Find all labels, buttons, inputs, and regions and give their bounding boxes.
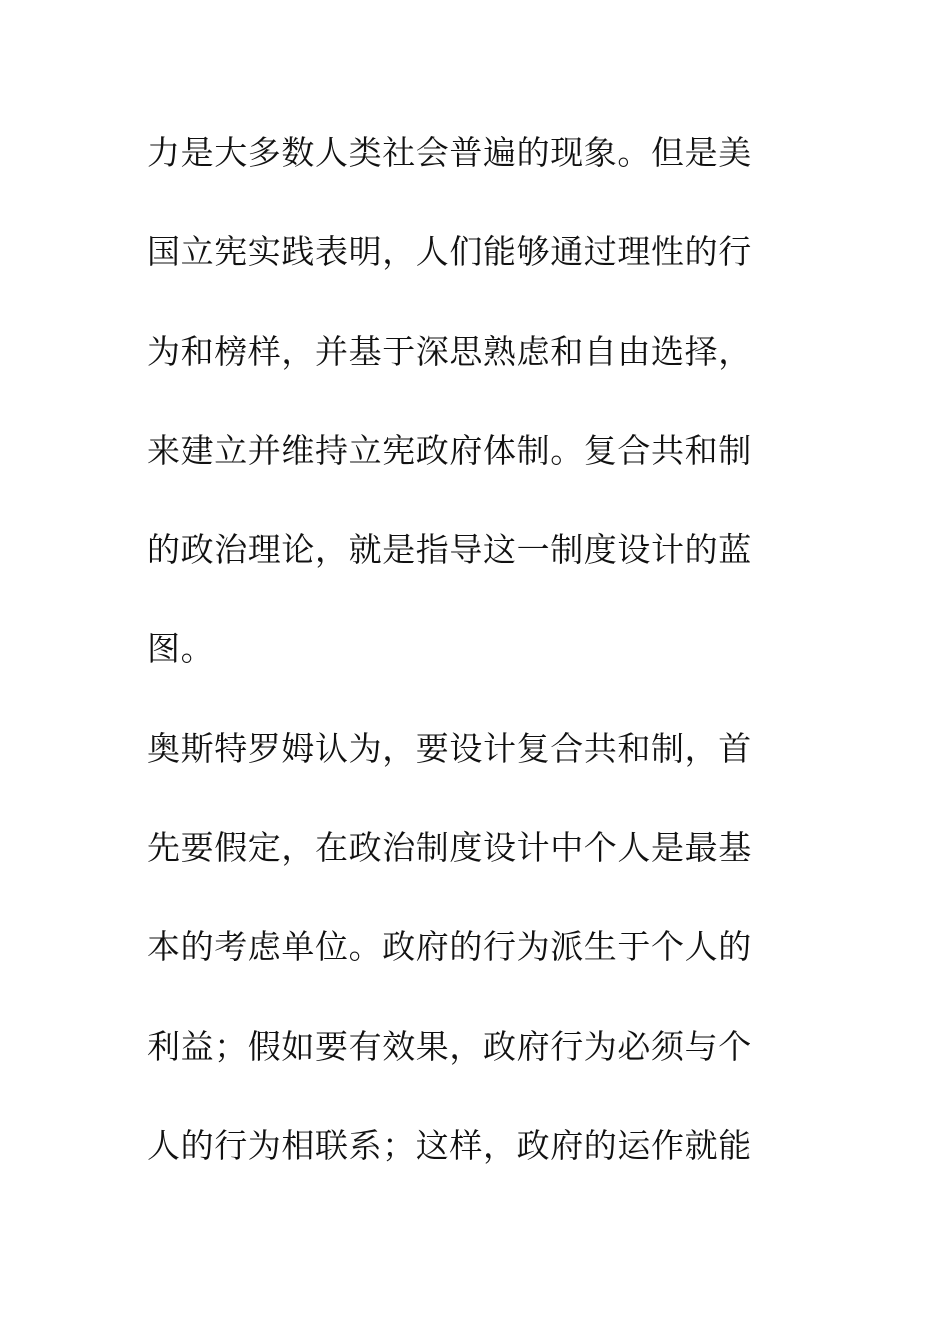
text-line: 来建立并维持立宪政府体制。复合共和制 xyxy=(147,430,752,470)
text-line: 为和榜样，并基于深思熟虑和自由选择， xyxy=(147,331,752,371)
text-line: 先要假定，在政治制度设计中个人是最基 xyxy=(147,828,752,868)
text-line: 图。 xyxy=(147,629,215,669)
text-line: 国立宪实践表明，人们能够通过理性的行 xyxy=(147,232,752,272)
text-line: 的政治理论，就是指导这一制度设计的蓝 xyxy=(147,530,752,570)
text-line: 人的行为相联系；这样，政府的运作就能 xyxy=(147,1125,752,1165)
text-line: 力是大多数人类社会普遍的现象。但是美 xyxy=(147,133,752,172)
text-line: 利益；假如要有效果，政府行为必须与个 xyxy=(147,1026,752,1066)
text-line: 本的考虑单位。政府的行为派生于个人的 xyxy=(147,927,752,967)
text-line: 奥斯特罗姆认为，要设计复合共和制，首 xyxy=(147,728,752,768)
body-text xyxy=(147,128,787,1220)
